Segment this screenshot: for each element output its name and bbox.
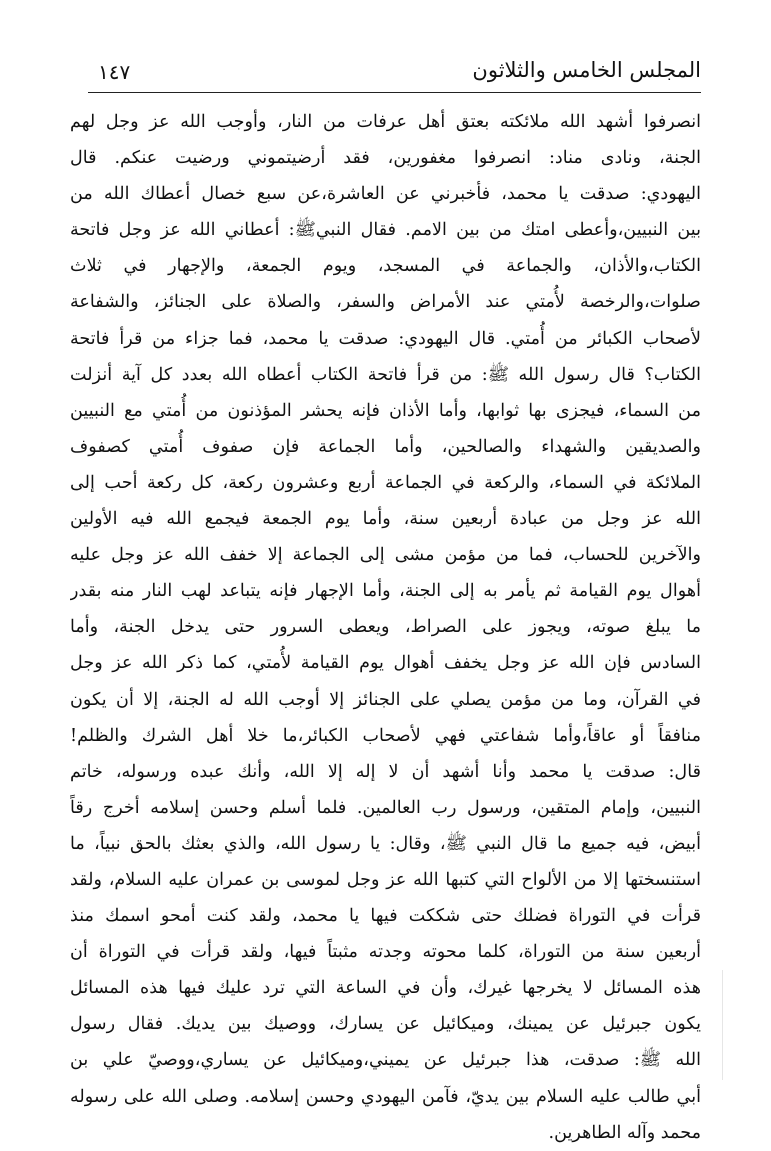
text-line: الله ﷺ: صدقت، هذا جبرئيل عن يميني،وميكائيل عن يساري،ووصيّ علي بن <box>70 1050 701 1071</box>
chapter-title: المجلس الخامس والثلاثون <box>472 58 701 82</box>
text-line: الكتاب،والأذان، والجماعة في المسجد، ويوم الجمعة، والإجهار في ثلاث <box>70 256 701 277</box>
text-line: صلوات،والرخصة لأُمتي عند الأمراض والسفر، والصلاة على الجنائز، والشفاعة <box>70 292 701 313</box>
text-body <box>70 104 701 1151</box>
text-line: الجنة، ونادى مناد: انصرفوا مغفورين، فقد أرضيتموني ورضيت عنكم. قال <box>70 148 701 169</box>
text-line: والآخرين للحساب، فما من مؤمن مشى إلى الجماعة إلا خفف الله عز وجل عليه <box>70 545 701 566</box>
text-line: أربعين سنة من التوراة، كلما محوته وجدته مثبتاً فيها، ولقد قرأت في التوراة أن <box>70 942 701 963</box>
text-line: يكون جبرئيل عن يمينك، وميكائيل عن يسارك، ووصيك بين يديك. فقال رسول <box>70 1014 701 1035</box>
text-line: بين النبيين،وأعطى امتك من بين الامم. فقال النبيﷺ: أعطاني الله عز وجل فاتحة <box>70 220 701 241</box>
text-line: اليهودي: صدقت يا محمد، فأخبرني عن العاشرة،عن سبع خصال أعطاك الله من <box>70 184 701 205</box>
text-line: أبيض، فيه جميع ما قال النبي ﷺ، وقال: يا رسول الله، والذي بعثك بالحق نبياً، ما <box>70 833 701 854</box>
text-line: قرأت في التوراة فضلك حتى شككت فيها يا محمد، ولقد كنت أمحو اسمك منذ <box>70 906 701 927</box>
text-line: هذه المسائل لا يخرجها غيرك، وأن في الساعة التي ترد عليك فيها هذه المسائل <box>70 978 701 999</box>
text-line: الملائكة في السماء، والركعة في الجماعة أربع وعشرون ركعة، كل ركعة أحب إلى <box>70 472 701 493</box>
text-line: من السماء، فيجزى بها ثوابها، وأما الأذان فإنه يحشر المؤذنون من أُمتي مع النبيين <box>70 400 701 421</box>
text-line: أهوال يوم القيامة ثم يأمر به إلى الجنة، وأما الإجهار فإنه يتباعد لهب النار منه بقدر <box>70 581 701 602</box>
text-line: والصديقين والشهداء والصالحين، وأما الجماعة فإن صفوف أُمتي كصفوف <box>70 436 701 457</box>
text-line: السادس فإن الله عز وجل يخفف أهوال يوم القيامة لأُمتي، كما ذكر الله عز وجل <box>70 653 701 674</box>
text-line: منافقاً أو عاقاً،وأما شفاعتي فهي لأصحاب الكبائر،ما خلا أهل الشرك والظلم! <box>70 725 701 746</box>
text-line: قال: صدقت يا محمد وأنا أشهد أن لا إله إلا الله، وأنك عبده ورسوله، خاتم <box>70 761 701 782</box>
text-line: ما يبلغ صوته، ويجوز على الصراط، ويعطى السرور حتى يدخل الجنة، وأما <box>70 617 701 638</box>
page-edge-shadow <box>722 970 723 1080</box>
page-number: ١٤٧ <box>98 60 131 84</box>
text-line: محمد وآله الطاهرين. <box>548 1122 701 1143</box>
text-line: النبيين، وإمام المتقين، ورسول رب العالمين. فلما أسلم وحسن إسلامه أخرج رقاً <box>70 797 701 818</box>
text-line: الله عز وجل من عبادة أربعين سنة، وأما يوم الجمعة فيجمع الله فيه الأولين <box>70 509 701 530</box>
text-line: استنسختها إلا من الألواح التي كتبها الله عز وجل لموسى بن عمران عليه السلام، ولقد <box>70 869 701 890</box>
page-header <box>88 52 701 93</box>
text-line: لأصحاب الكبائر من أُمتي. قال اليهودي: صدقت يا محمد، فما جزاء من قرأ فاتحة <box>70 328 701 349</box>
text-line: في القرآن، وما من مؤمن يصلي على الجنائز إلا أوجب الله له الجنة، إلا أن يكون <box>70 689 701 710</box>
text-line: أبي طالب عليه السلام بين يديّ، فآمن اليهودي وحسن إسلامه. وصلى الله على رسوله <box>70 1086 701 1107</box>
text-line: الكتاب؟ قال رسول الله ﷺ: من قرأ فاتحة الكتاب أعطاه الله بعدد كل آية أنزلت <box>70 364 701 385</box>
text-line: انصرفوا أشهد الله ملائكته بعتق أهل عرفات من النار، وأوجب الله عز وجل لهم <box>70 112 701 132</box>
